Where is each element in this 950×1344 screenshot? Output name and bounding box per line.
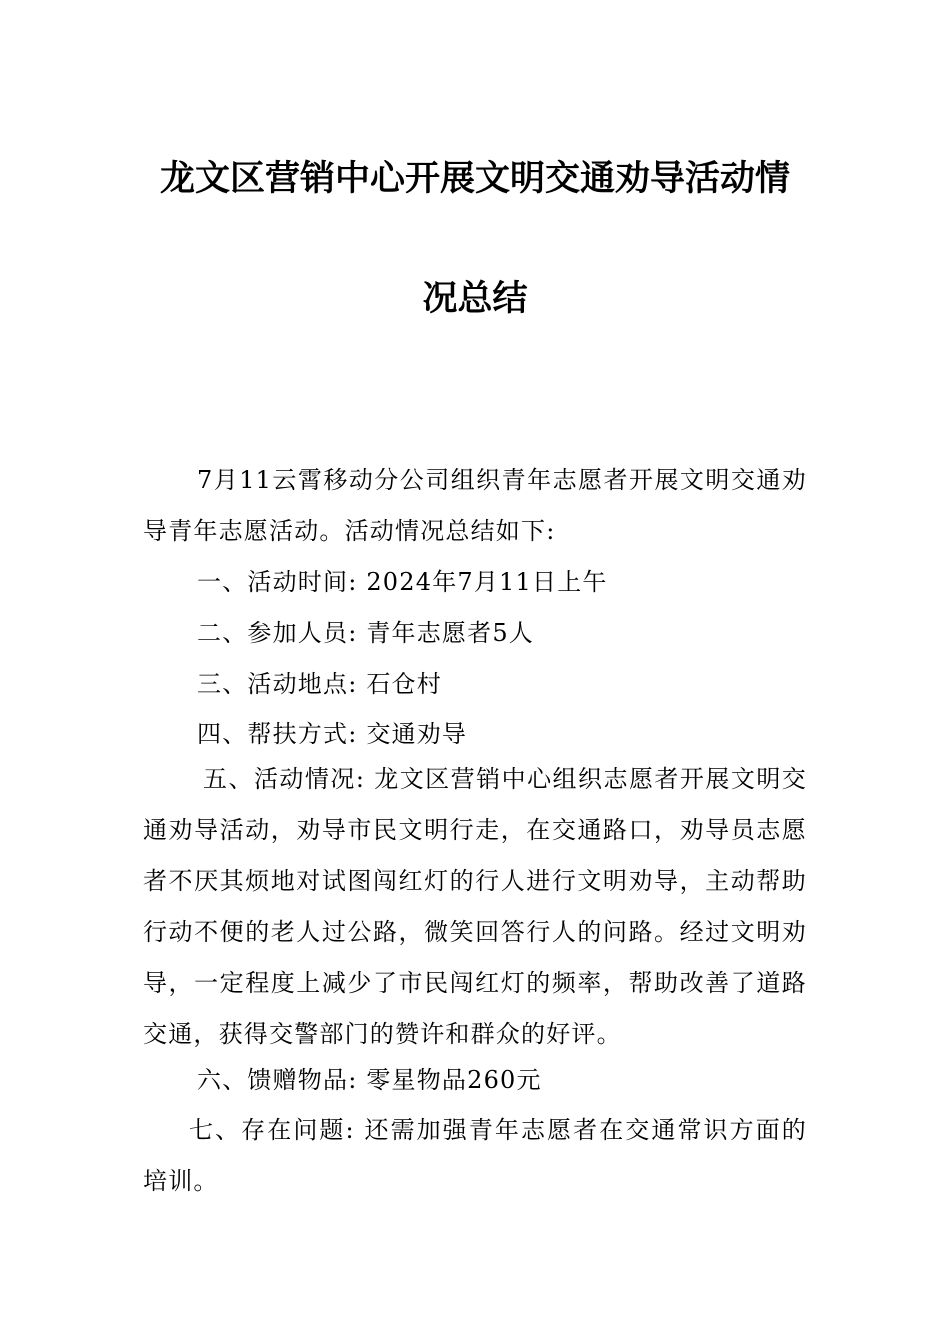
item-activity-details: 五、活动情况: 龙文区营销中心组织志愿者开展文明交通劝导活动，劝导市民文明行走，在交通路口，劝导员志愿者不厌其烦地对试图闯红灯的行人进行文明劝导，主动帮助行动不便的老人过公路，微笑回答行人的问路。经过文明劝导，一定程度上减少了市民闯红灯的频率，帮助改善了道路交通，获得交警部门的赞许和群众的好评。 xyxy=(143,765,807,1048)
item-activity-time: 一、活动时间: 2024年7月11日上午 xyxy=(197,568,608,596)
document-title-line-1: 龙文区营销中心开展文明交通劝导活动情 xyxy=(159,159,790,199)
item-location: 三、活动地点: 石仓村 xyxy=(197,670,442,698)
intro-paragraph: 7月11云霄移动分公司组织青年志愿者开展文明交通劝导青年志愿活动。活动情况总结如下: xyxy=(143,466,807,545)
item-existing-problems: 七、存在问题: 还需加强青年志愿者在交通常识方面的培训。 xyxy=(143,1116,807,1195)
item-assistance-method: 四、帮扶方式: 交通劝导 xyxy=(197,720,468,748)
document-title-line-2: 况总结 xyxy=(422,279,528,319)
item-participants: 二、参加人员: 青年志愿者5人 xyxy=(197,619,534,647)
item-donated-goods: 六、馈赠物品: 零星物品260元 xyxy=(197,1066,542,1094)
